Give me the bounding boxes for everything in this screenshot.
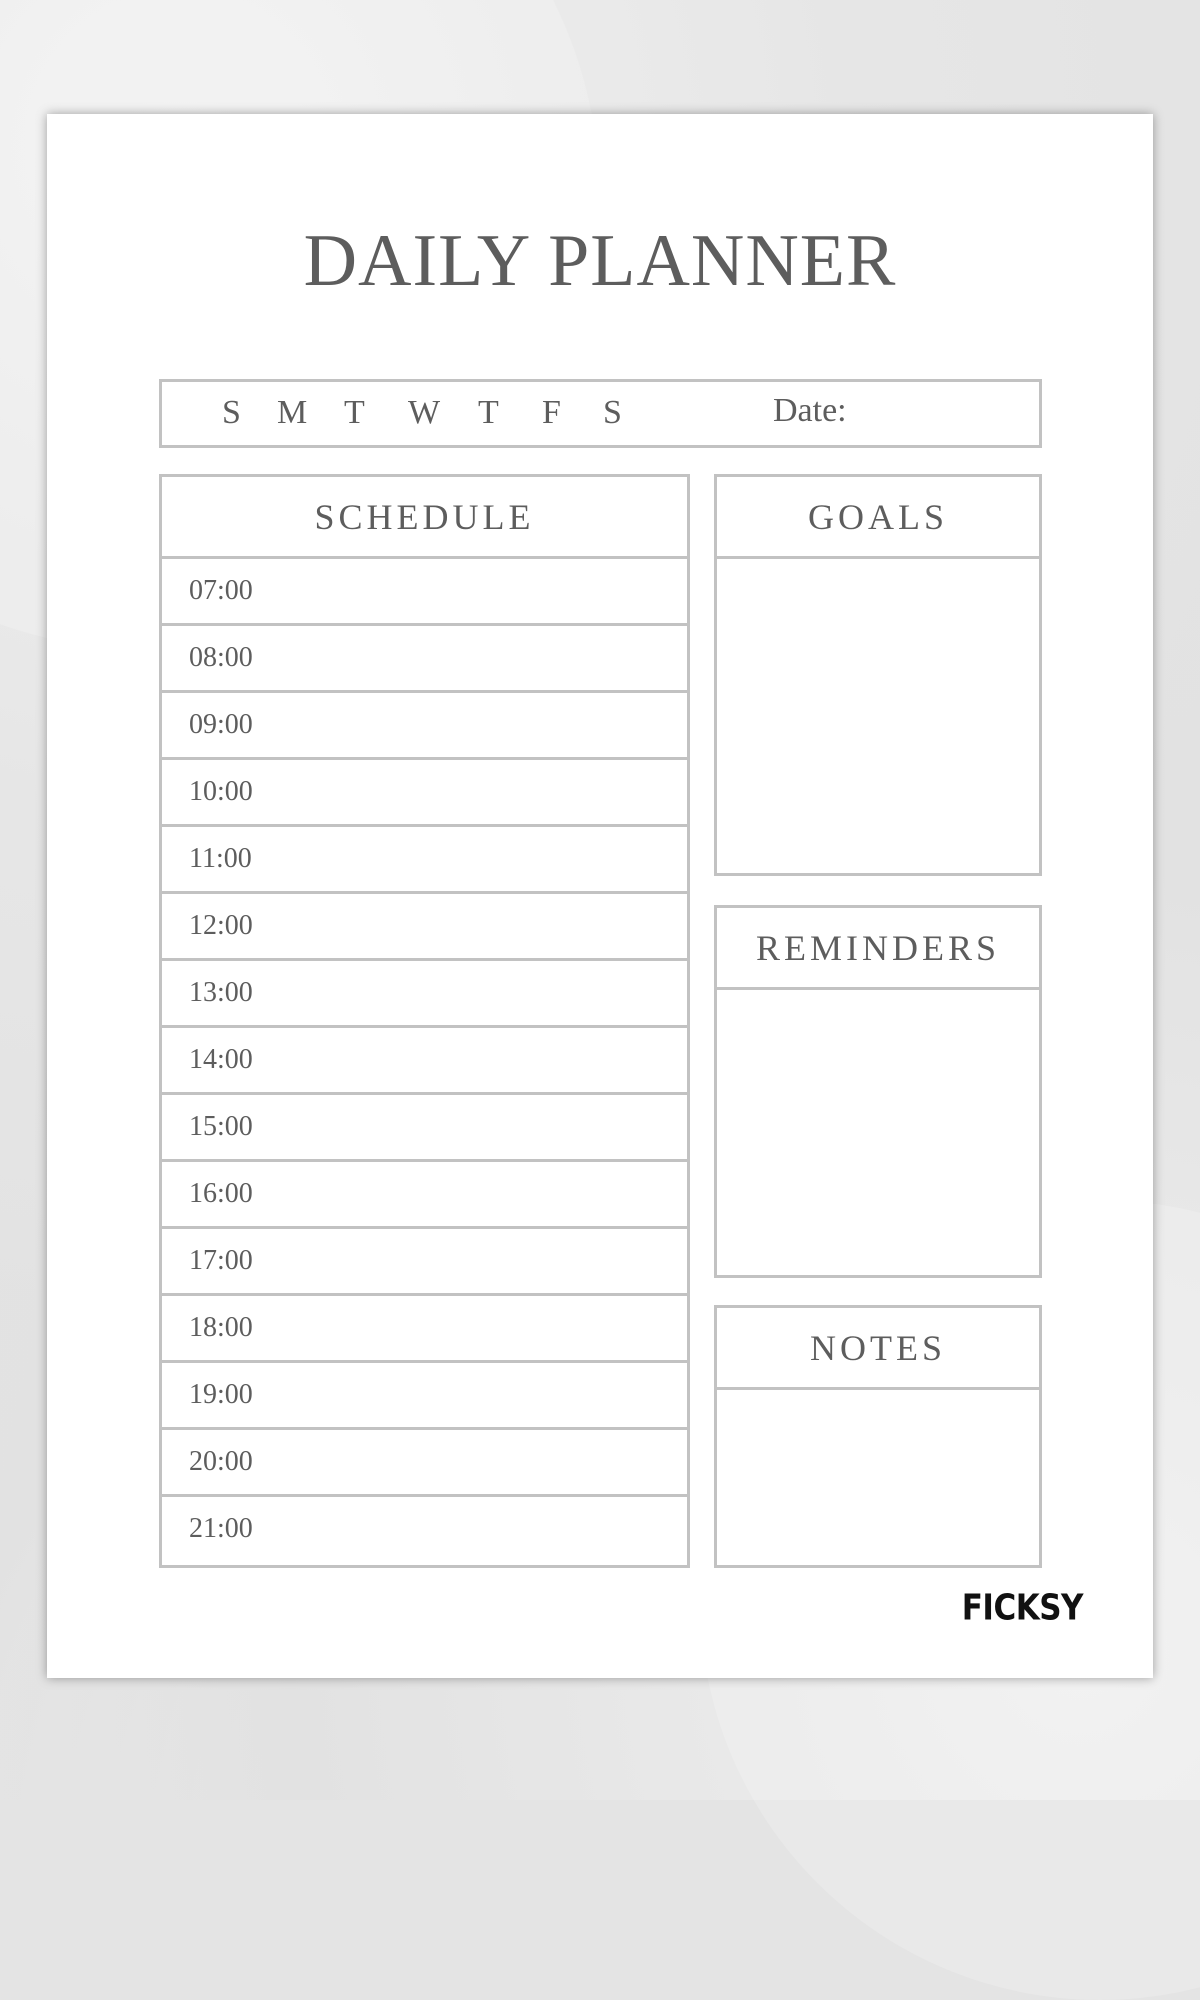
schedule-time: 15:00	[189, 1111, 253, 1142]
schedule-row[interactable]	[162, 1028, 687, 1095]
notes-heading: NOTES	[717, 1308, 1039, 1390]
notes-writing-area[interactable]	[717, 1390, 1039, 1565]
goals-section	[714, 474, 1042, 876]
schedule-time: 18:00	[189, 1312, 253, 1343]
weekday-monday[interactable]: M	[277, 394, 308, 431]
schedule-row[interactable]	[162, 626, 687, 693]
schedule-time: 21:00	[189, 1513, 253, 1544]
weekday-date-bar	[159, 379, 1042, 448]
weekday-saturday[interactable]: S	[603, 394, 622, 431]
schedule-section	[159, 474, 690, 1568]
reminders-section	[714, 905, 1042, 1278]
schedule-time: 11:00	[189, 843, 252, 874]
weekday-tuesday[interactable]: T	[344, 394, 365, 431]
weekday-wednesday[interactable]: W	[408, 394, 441, 431]
schedule-row[interactable]	[162, 693, 687, 760]
reminders-heading: REMINDERS	[717, 908, 1039, 990]
schedule-time: 09:00	[189, 709, 253, 740]
schedule-time: 17:00	[189, 1245, 253, 1276]
schedule-row[interactable]	[162, 1430, 687, 1497]
page-title: DAILY PLANNER	[303, 220, 897, 302]
schedule-row[interactable]	[162, 1296, 687, 1363]
notes-section	[714, 1305, 1042, 1568]
schedule-row[interactable]	[162, 1095, 687, 1162]
schedule-row[interactable]	[162, 1363, 687, 1430]
brand-logo: FICKSY	[961, 1587, 1083, 1629]
schedule-heading: SCHEDULE	[162, 477, 687, 559]
schedule-row[interactable]	[162, 559, 687, 626]
weekday-sunday[interactable]: S	[222, 394, 241, 431]
schedule-row[interactable]	[162, 760, 687, 827]
schedule-time: 14:00	[189, 1044, 253, 1075]
schedule-time: 16:00	[189, 1178, 253, 1209]
schedule-time: 08:00	[189, 642, 253, 673]
weekday-friday[interactable]: F	[542, 394, 561, 431]
schedule-row[interactable]	[162, 827, 687, 894]
schedule-row[interactable]	[162, 961, 687, 1028]
schedule-row[interactable]	[162, 1497, 687, 1564]
schedule-row[interactable]	[162, 894, 687, 961]
planner-sheet	[47, 114, 1153, 1678]
schedule-time: 10:00	[189, 776, 253, 807]
goals-writing-area[interactable]	[717, 559, 1039, 873]
date-field-label[interactable]: Date:	[773, 392, 847, 429]
goals-heading: GOALS	[717, 477, 1039, 559]
schedule-time: 20:00	[189, 1446, 253, 1477]
schedule-time: 07:00	[189, 575, 253, 606]
schedule-row[interactable]	[162, 1162, 687, 1229]
schedule-time: 13:00	[189, 977, 253, 1008]
schedule-time: 19:00	[189, 1379, 253, 1410]
schedule-row[interactable]	[162, 1229, 687, 1296]
schedule-time: 12:00	[189, 910, 253, 941]
reminders-writing-area[interactable]	[717, 990, 1039, 1275]
weekday-thursday[interactable]: T	[478, 394, 499, 431]
